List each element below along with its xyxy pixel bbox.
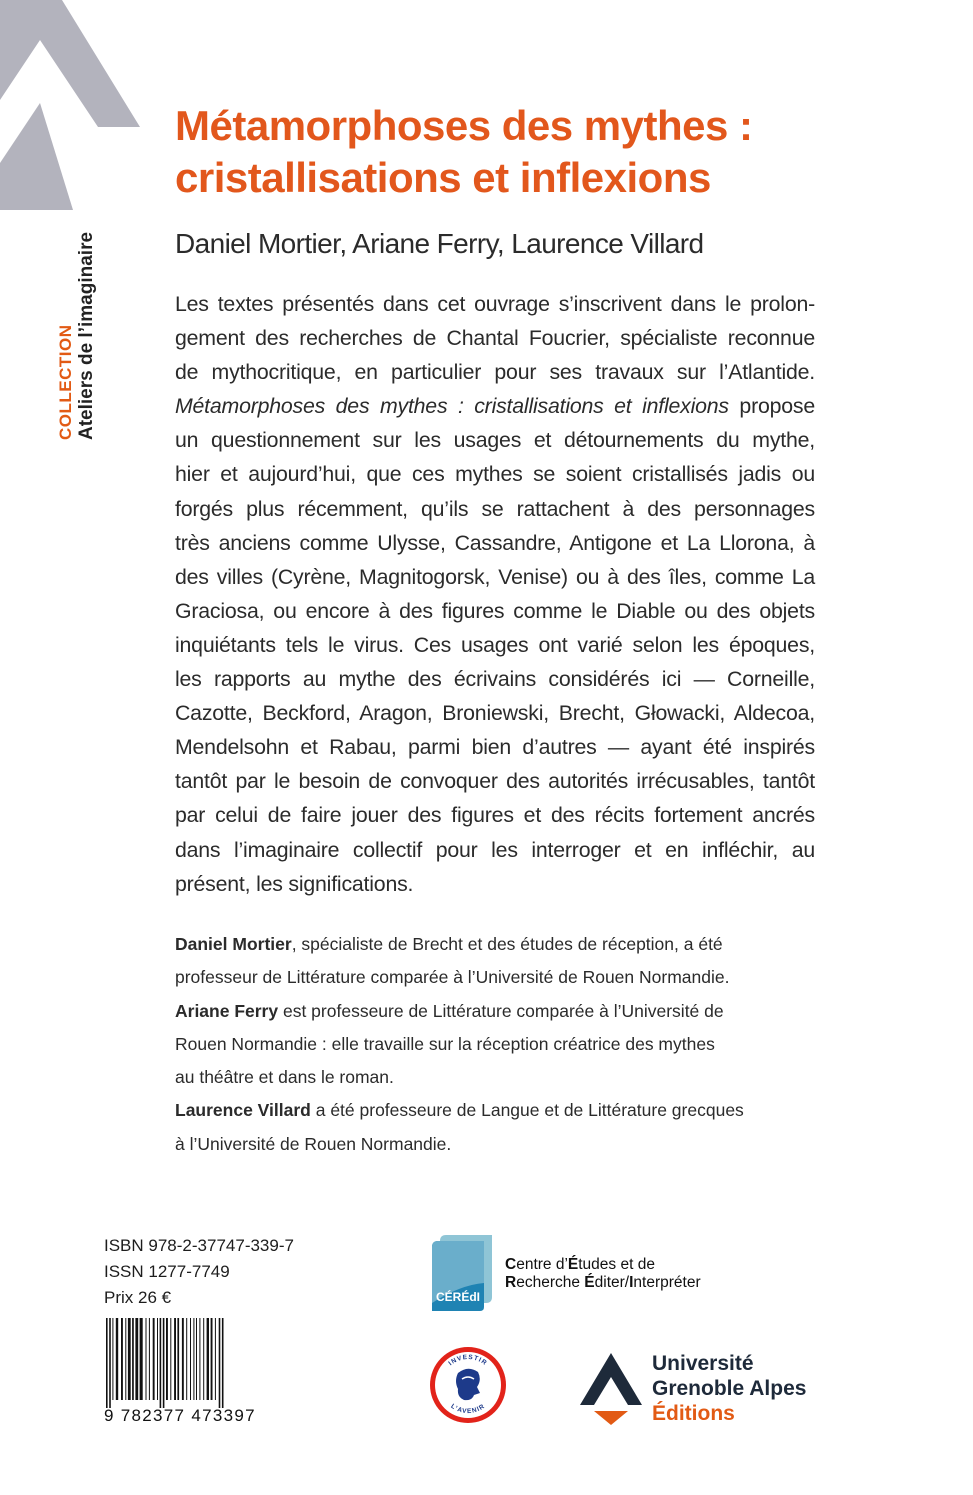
bio-text: Rouen Normandie : elle travaille sur la réception créatrice des mythes (175, 1033, 715, 1054)
barcode-bar (149, 1318, 150, 1400)
collection-chevron-decoration (0, 0, 140, 210)
barcode-bar (157, 1318, 158, 1400)
summary-line: de mythocritique, en particulier pour ses travaux sur l’Atlantide. (175, 360, 815, 385)
bio-text: professeur de Littérature comparée à l’Université de Rouen Normandie. (175, 967, 730, 988)
book-authors: Daniel Mortier, Ariane Ferry, Laurence Villard (175, 228, 704, 259)
collection-label (56, 232, 97, 440)
uga-logo (580, 1353, 642, 1425)
ceredi-initial: É (567, 1256, 579, 1273)
bio-ferry-name: Ariane Ferry (175, 1000, 279, 1021)
summary-line-italic-title (175, 389, 815, 423)
book-title (175, 100, 915, 204)
uga-name (652, 1351, 806, 1426)
ceredi-text: tudes et de (578, 1256, 655, 1273)
barcode-bar (182, 1318, 184, 1400)
ceredi-logo-text: CÉRÉdI (435, 1290, 481, 1304)
barcode-digits: 9 782377 473397 (104, 1406, 256, 1425)
summary-line: forgés plus récemment, qu’ils se rattachent à des personnages (175, 496, 815, 521)
summary-line: très anciens comme Ulysse, Cassandre, Antigone et La Llorona, à (175, 530, 815, 555)
bio-villard-name: Laurence Villard (175, 1100, 311, 1121)
bio-text: au théâtre et dans le roman. (175, 1067, 394, 1088)
summary-line: Cazotte, Beckford, Aragon, Broniewski, Brecht, Głowacki, Aldecoa, (175, 701, 815, 726)
barcode-bar (211, 1318, 213, 1400)
summary-line: Les textes présentés dans cet ouvrage s’inscrivent dans le prolon- (175, 292, 815, 316)
barcode-bar (215, 1318, 216, 1400)
summary-line: Mendelsohn et Rabau, parmi bien d’autres — ayant été inspirés (175, 735, 815, 760)
ceredi-line-1 (505, 1256, 701, 1274)
ceredi-initial: É (584, 1274, 595, 1291)
bio-text: , spécialiste de Brecht et des études de réception, a été (291, 934, 723, 954)
barcode-bar (174, 1318, 176, 1400)
summary-line: des villes (Cyrène, Magnitogorsk, Venise) ou à des îles, comme La (175, 564, 815, 589)
ceredi-name (505, 1256, 701, 1292)
summary-line: par celui de faire jouer des figures et des récits fortement ancrés (175, 803, 815, 828)
issn: ISSN 1277-7749 (104, 1262, 230, 1281)
collection-name: Ateliers de l’imaginaire (75, 231, 97, 440)
barcode-bar (132, 1318, 134, 1400)
barcode-bar (166, 1318, 168, 1400)
uga-line-2: Grenoble Alpes (652, 1377, 807, 1400)
barcode-bar (153, 1318, 155, 1400)
bio-ferry (175, 995, 835, 1028)
barcode-bar (186, 1318, 187, 1400)
barcode-bar (128, 1318, 131, 1400)
summary-line: hier et aujourd’hui, que ces mythes se soient cristallisés jadis ou (175, 462, 815, 487)
bio-text: à l’Université de Rouen Normandie. (175, 1133, 452, 1154)
ceredi-text: echerche (516, 1274, 585, 1291)
ceredi-initial: I (629, 1274, 634, 1291)
isbn: ISBN 978-2-37747-339-7 (104, 1236, 294, 1255)
ceredi-text: diter/ (594, 1274, 630, 1291)
collection-heading: COLLECTION (56, 324, 75, 440)
barcode-bar (125, 1318, 126, 1400)
uga-line-3: Éditions (652, 1402, 735, 1425)
bio-mortier-name: Daniel Mortier (175, 934, 292, 954)
summary-line: inquiétants tels le virus. Ces usages ont varié selon les époques, (175, 632, 815, 657)
barcode-bar (219, 1318, 221, 1408)
summary-line: dans l’imaginaire collectif pour les interroger et en infléchir, au (175, 837, 815, 862)
bio-text: a été professeure de Langue et de Littérature grecques (310, 1100, 744, 1121)
summary-line: Graciosa, ou encore à des figures comme le Diable ou des objets (175, 598, 815, 623)
barcode-bar (190, 1318, 191, 1400)
ceredi-line-2 (505, 1274, 701, 1292)
summary-line: présent, les significations. (175, 871, 414, 896)
summary-propose: propose (728, 394, 815, 419)
uga-line-1: Université (652, 1352, 754, 1375)
publishing-info (104, 1233, 294, 1311)
barcode-bar (116, 1318, 118, 1400)
ceredi-logo (430, 1233, 496, 1311)
summary-line: un questionnement sur les usages et détournements du mythe, (175, 428, 815, 453)
summary-line: tantôt par le besoin de convoquer des autorités irrécusables, tantôt (175, 769, 815, 794)
ceredi-text: entre d’ (516, 1256, 568, 1273)
author-biographies (175, 928, 835, 1161)
summary-italic-title: Métamorphoses des mythes : cristallisations et inflexions (175, 394, 729, 419)
barcode-bar (135, 1318, 138, 1400)
barcode-bar (207, 1318, 209, 1400)
barcode-bar (146, 1318, 147, 1400)
summary-line: gement des recherches de Chantal Foucrier, spécialiste reconnue (175, 326, 815, 351)
ceredi-initial: R (505, 1274, 517, 1291)
barcode-bar (203, 1318, 204, 1400)
barcode (104, 1318, 280, 1408)
book-title-line-2: cristallisations et inflexions (175, 154, 711, 201)
price: Prix 26 € (104, 1288, 172, 1307)
barcode-bar (196, 1318, 197, 1400)
bio-text: est professeure de Littérature comparée à l’Université de (278, 1000, 724, 1021)
barcode-bar (109, 1318, 111, 1408)
barcode-bar (170, 1318, 171, 1400)
ceredi-initial: C (505, 1256, 517, 1273)
barcode-bar (199, 1318, 200, 1400)
barcode-bar (140, 1318, 143, 1400)
ceredi-text: nterpréter (633, 1274, 701, 1291)
bio-villard (175, 1094, 835, 1127)
barcode-bar (163, 1318, 165, 1408)
investir-avenir-logo (428, 1345, 508, 1425)
book-summary (175, 287, 815, 901)
barcode-bar (222, 1318, 224, 1408)
book-title-line-1: Métamorphoses des mythes : (175, 102, 753, 149)
investir-bottom-text: L’AVENIR (449, 1402, 487, 1416)
summary-line: les rapports au mythe des écrivains considérés ici — Corneille, (175, 667, 815, 692)
barcode-bar (112, 1318, 113, 1400)
investir-top-text: INVESTIR (447, 1353, 489, 1368)
barcode-bar (193, 1318, 194, 1400)
bio-mortier (175, 928, 835, 961)
barcode-bar (106, 1318, 108, 1408)
barcode-bar (177, 1318, 179, 1400)
barcode-bar (160, 1318, 162, 1408)
barcode-bar (121, 1318, 123, 1400)
